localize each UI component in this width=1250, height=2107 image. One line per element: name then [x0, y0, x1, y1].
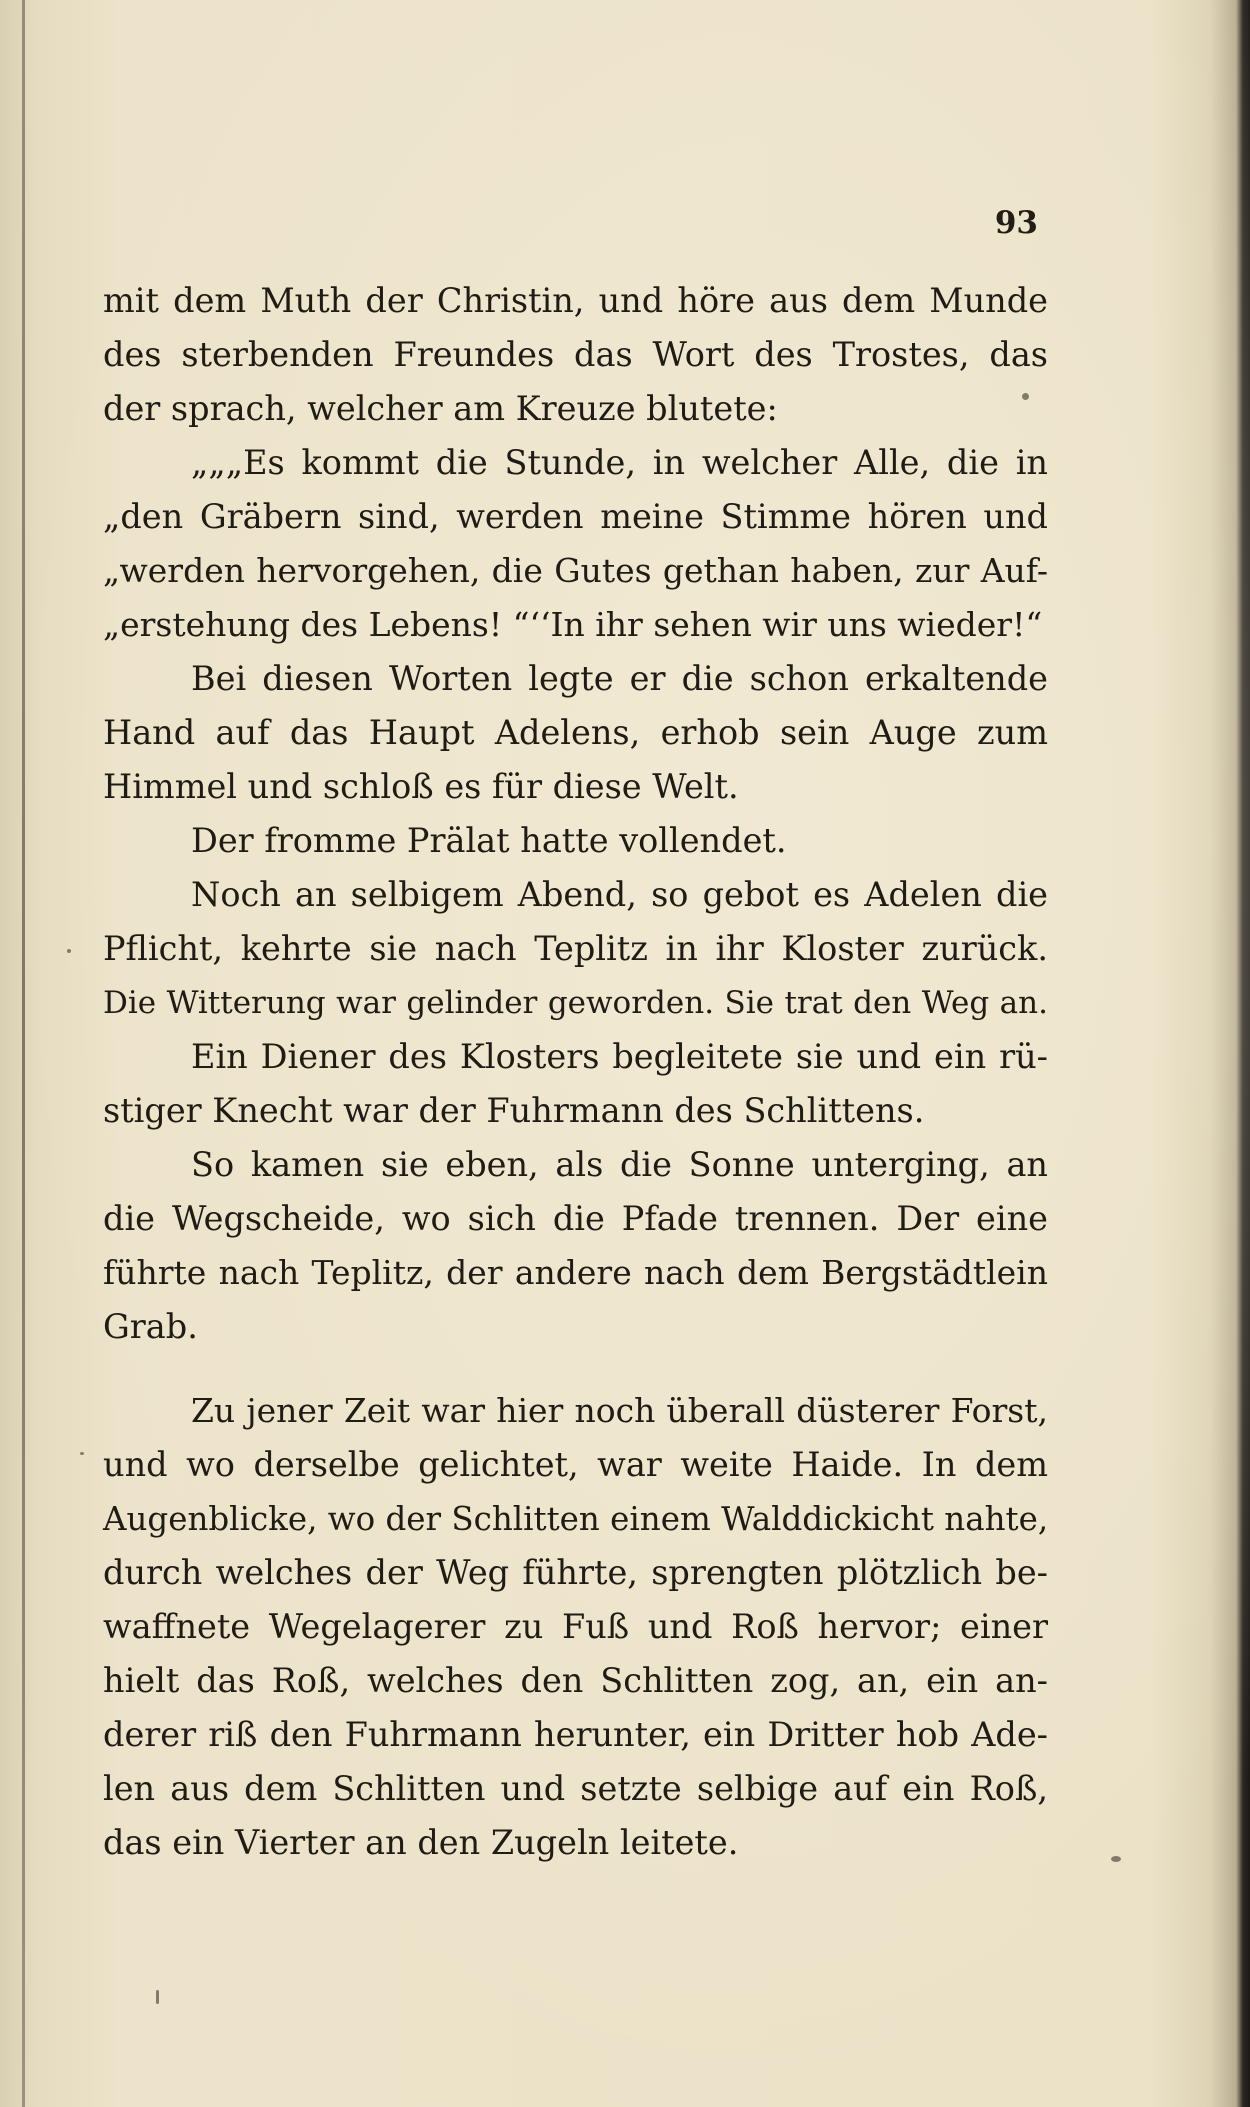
- binding-gutter-line: [22, 0, 25, 2107]
- text-line: der sprach, welcher am Kreuze blutete:: [103, 389, 778, 428]
- page-number: 93: [994, 205, 1038, 241]
- text-line: So kamen sie eben, als die Sonne unterging, an: [191, 1145, 1048, 1184]
- paper-speck: [67, 949, 71, 953]
- text-line: die Wegscheide, wo sich die Pfade trennen. Der eine: [103, 1199, 1048, 1238]
- paper-speck: [156, 1990, 159, 2004]
- text-line: Himmel und schloß es für diese Welt.: [103, 767, 739, 806]
- text-line: derer riß den Fuhrmann herunter, ein Dritter hob Ade-: [103, 1715, 1048, 1754]
- text-line: „erstehung des Lebens! “‘‘In ihr sehen wir uns wieder!“: [103, 605, 1043, 644]
- text-line: „„„Es kommt die Stunde, in welcher Alle, die in: [191, 443, 1048, 482]
- text-line: und wo derselbe gelichtet, war weite Haide. In dem: [103, 1445, 1048, 1484]
- text-line: Ein Diener des Klosters begleitete sie und ein rü-: [191, 1037, 1048, 1076]
- text-line: Zu jener Zeit war hier noch überall düsterer Forst,: [191, 1391, 1048, 1430]
- text-line: „den Gräbern sind, werden meine Stimme hören und: [103, 497, 1048, 536]
- paper-speck: [1111, 1856, 1121, 1862]
- text-line: durch welches der Weg führte, sprengten plötzlich be-: [103, 1553, 1048, 1592]
- body-text: [103, 274, 1048, 1870]
- text-line: des sterbenden Freundes das Wort des Trostes, das: [103, 335, 1048, 374]
- text-line: hielt das Roß, welches den Schlitten zog, an, ein an-: [103, 1661, 1048, 1700]
- text-line: Pflicht, kehrte sie nach Teplitz in ihr Kloster zurück.: [103, 929, 1048, 968]
- text-line: führte nach Teplitz, der andere nach dem Bergstädtlein: [103, 1253, 1048, 1292]
- text-line: waffnete Wegelagerer zu Fuß und Roß hervor; einer: [103, 1607, 1048, 1646]
- paper-speck: [80, 1452, 84, 1455]
- text-line: Grab.: [103, 1307, 198, 1346]
- text-line: Die Witterung war gelinder geworden. Sie trat den Weg an.: [103, 985, 1048, 1021]
- text-line: Noch an selbigem Abend, so gebot es Adelen die: [191, 875, 1048, 914]
- text-line: Bei diesen Worten legte er die schon erkaltende: [191, 659, 1048, 698]
- paragraph-gap: [103, 1354, 1048, 1384]
- text-line: stiger Knecht war der Fuhrmann des Schlittens.: [103, 1091, 925, 1130]
- text-line: das ein Vierter an den Zugeln leitete.: [103, 1823, 739, 1862]
- text-line: mit dem Muth der Christin, und höre aus dem Munde: [103, 281, 1048, 320]
- text-line: „werden hervorgehen, die Gutes gethan haben, zur Auf-: [103, 551, 1048, 590]
- text-line: len aus dem Schlitten und setzte selbige auf ein Roß,: [103, 1769, 1048, 1808]
- text-line: Augenblicke, wo der Schlitten einem Walddickicht nahte,: [103, 1500, 1049, 1538]
- text-line: Hand auf das Haupt Adelens, erhob sein Auge zum: [103, 713, 1048, 752]
- text-line: Der fromme Prälat hatte vollendet.: [191, 821, 787, 860]
